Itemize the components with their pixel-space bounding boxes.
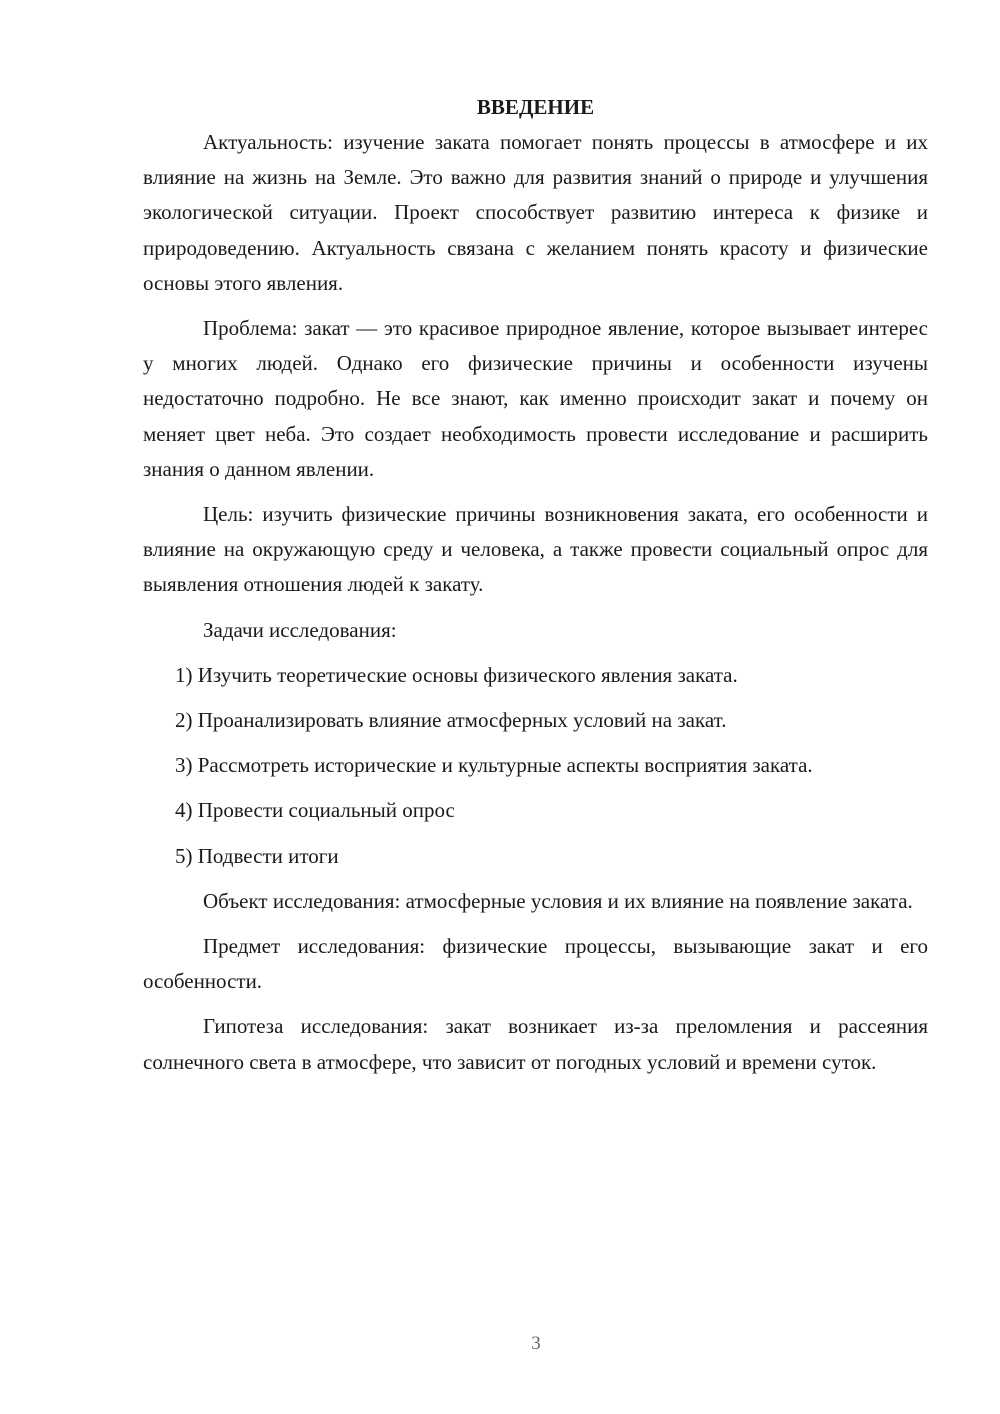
section-heading: ВВЕДЕНИЕ — [476, 95, 595, 119]
task-item-3: 3) Рассмотреть исторические и культурные аспекты восприятия заката. — [175, 753, 813, 778]
problem-paragraph: Проблема: закат — это красивое природное явление, которое вызывает интерес у многих людей. Однако его физические причины и особенности изучены недостаточно подробно. Не все знают, как именно происходит закат и почему он меняет цвет неба. Это создает необходимость провести исследование и расширить знания о данном явлении. — [143, 316, 928, 481]
page-number: 3 — [531, 1333, 541, 1354]
hypothesis-paragraph: Гипотеза исследования: закат возникает из-за преломления и рассеяния солнечного света в атмосфере, что зависит от погодных условий и времени суток. — [143, 1014, 928, 1074]
task-item-5: 5) Подвести итоги — [175, 843, 339, 868]
task-item-1: 1) Изучить теоретические основы физического явления заката. — [175, 662, 738, 687]
page-content — [143, 90, 928, 1090]
object-paragraph: Объект исследования: атмосферные условия и их влияние на появление заката. — [203, 888, 913, 913]
goal-paragraph: Цель: изучить физические причины возникновения заката, его особенности и влияние на окружающую среду и человека, а также провести социальный опрос для выявления отношения людей к закату. — [143, 502, 928, 597]
task-item-4: 4) Провести социальный опрос — [175, 798, 455, 823]
relevance-paragraph: Актуальность: изучение заката помогает понять процессы в атмосфере и их влияние на жизнь на Земле. Это важно для развития знаний о природе и улучшения экологической ситуации. Проект способствует развитию интереса к физике и природоведению. Актуальность связана с желанием понять красоту и физические основы этого явления. — [143, 130, 928, 295]
task-item-2: 2) Проанализировать влияние атмосферных условий на закат. — [175, 708, 727, 733]
tasks-intro: Задачи исследования: — [203, 617, 397, 642]
subject-paragraph: Предмет исследования: физические процессы, вызывающие закат и его особенности. — [143, 934, 928, 994]
